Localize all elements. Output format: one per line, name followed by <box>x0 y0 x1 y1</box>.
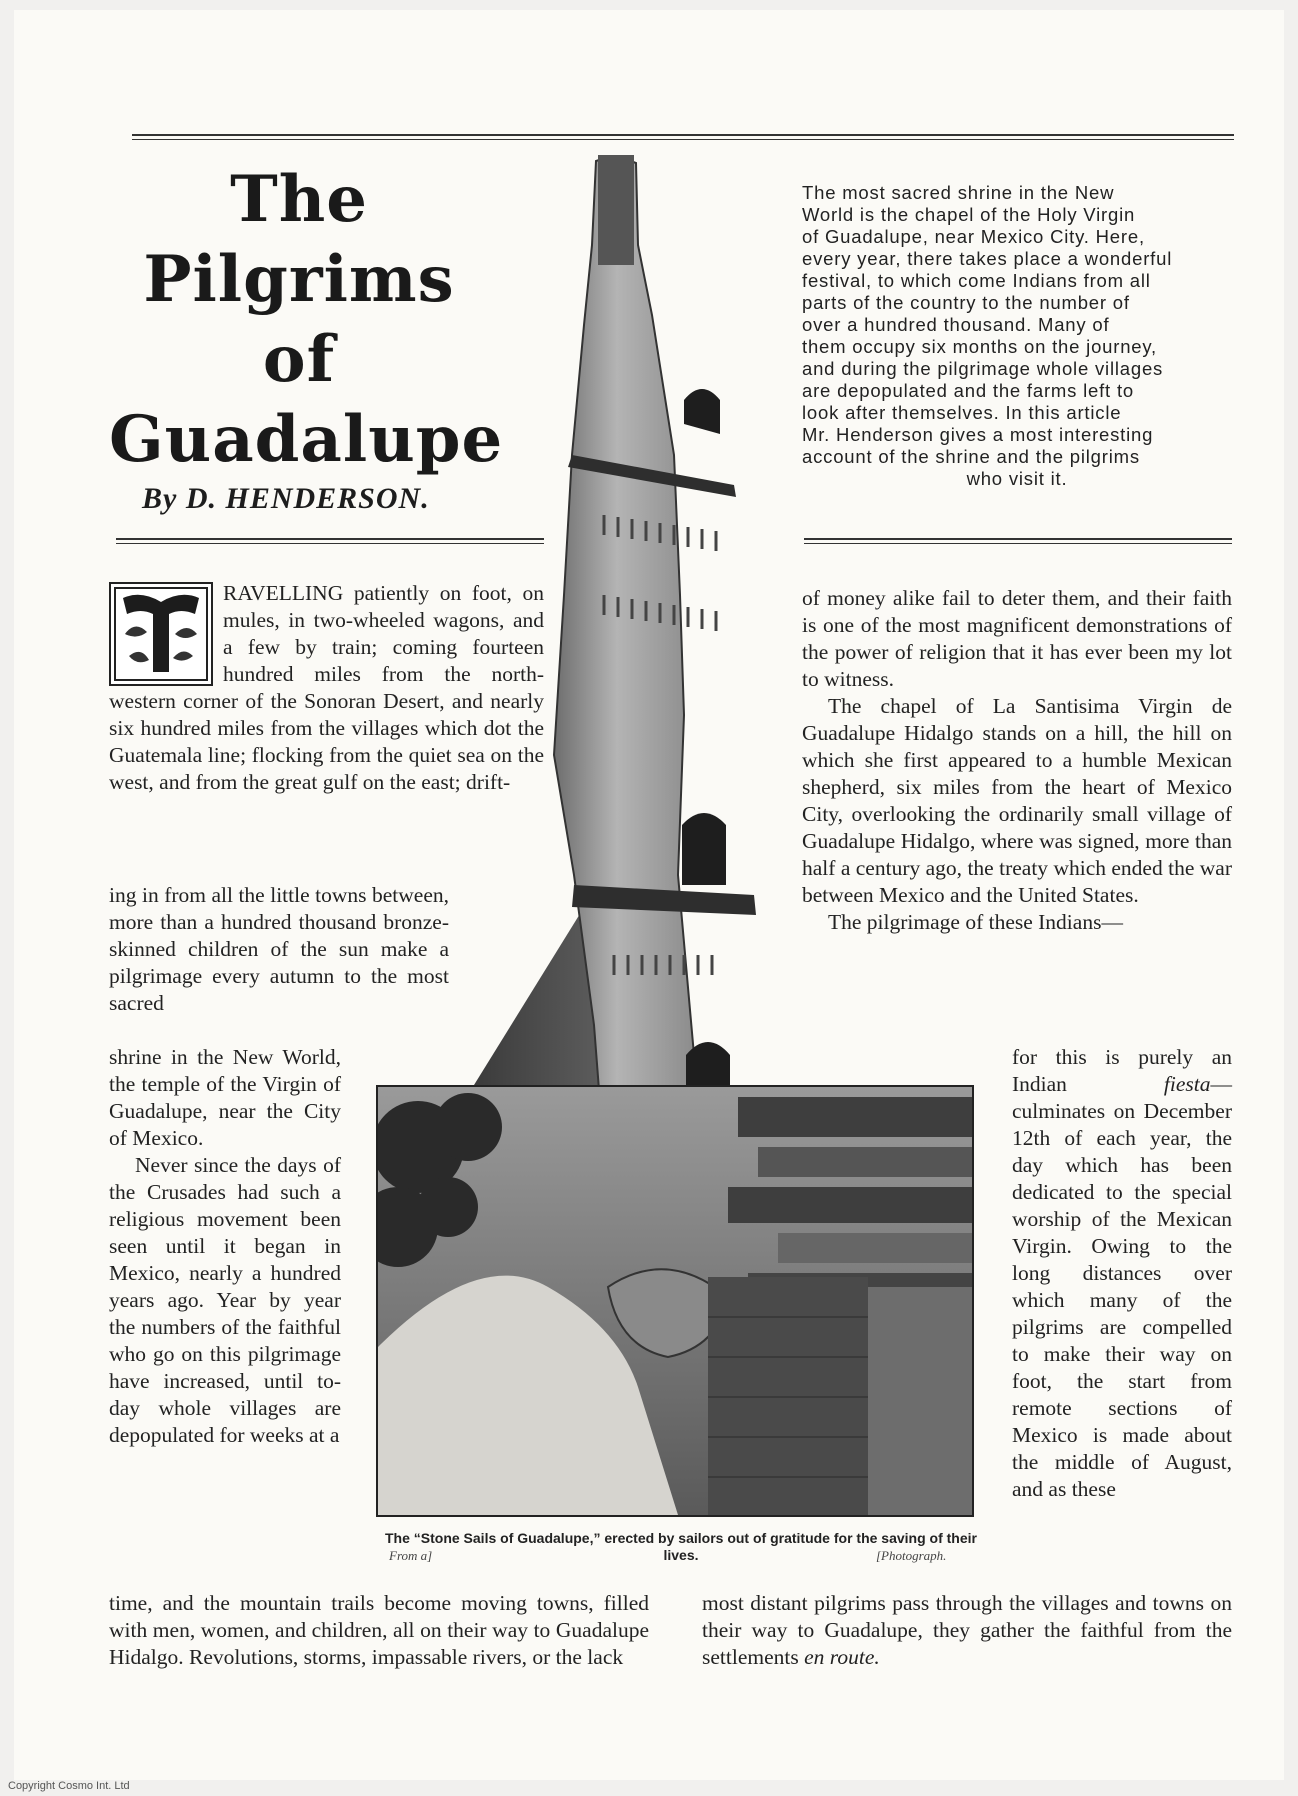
intro-line: and during the pilgrimage whole villages <box>802 358 1164 379</box>
intro-line: The most sacred shrine in the New <box>802 182 1115 203</box>
magazine-page <box>14 10 1284 1780</box>
photo-caption: The “Stone Sails of Guadalupe,” erected by sailors out of gratitude for the saving of their lives. <box>385 1530 977 1563</box>
article-title <box>109 160 504 480</box>
intro-line: account of the shrine and the pilgrims <box>802 446 1140 467</box>
title-line-3: of <box>262 322 336 397</box>
distant-pilgrims-text: most distant pilgrims pass through the villages and towns on their way to Guadalupe, they gather the faithful from the settlements <box>702 1591 1232 1669</box>
top-rule <box>132 134 1234 140</box>
paragraph-crusades: Never since the days of the Crusades had such a religious movement been seen until it began in Mexico, nearly a hundred years ago. Year by year the numbers of the faithful who go on this pilgrimage have increased, until to-day whole villages are depopulated for weeks at a <box>109 1153 341 1447</box>
paragraph-fiesta <box>1012 1044 1232 1503</box>
body-column-left-top <box>109 580 544 796</box>
title-line-2: Pilgrims <box>143 242 455 317</box>
fiesta-pre: for this is purely an Indian <box>1012 1045 1232 1096</box>
en-route-text: en route. <box>804 1645 880 1669</box>
tower-window-1 <box>684 389 720 434</box>
intro-line: Mr. Henderson gives a most interesting <box>802 424 1154 445</box>
body-column-right-narrow <box>1012 1044 1232 1503</box>
intro-line: who visit it. <box>966 468 1068 489</box>
intro-line: them occupy six months on the journey, <box>802 336 1157 357</box>
paragraph-opening-continued: ing in from all the little towns between, more than a hundred thousand bronze-skinned children of the sun make a pilgrimage every autumn to the most sacred <box>109 883 449 1015</box>
intro-line: festival, to which come Indians from all <box>802 270 1151 291</box>
intro-line: parts of the country to the number of <box>802 292 1130 313</box>
copyright-notice: Copyright Cosmo Int. Ltd <box>8 1780 130 1792</box>
intro-line: look after themselves. In this article <box>802 402 1122 423</box>
body-column-left-narrow-a <box>109 882 449 1017</box>
paragraph-opening-end: shrine in the New World, the temple of the Virgin of Guadalupe, near the City of Mexico. <box>109 1045 341 1150</box>
tower-cap <box>598 155 634 265</box>
fiesta-post: —culminates on December 12th of each year, the day which has been dedicated to the special worship of the Mexican Virgin. Owing to the long distances over which many of the pilgrims are compelled to make their way on foot, the start from remote sections of Mexico is made about the middle of August, and as these <box>1012 1072 1232 1501</box>
byline: By D. HENDERSON. <box>142 482 430 515</box>
paragraph-faith: of money alike fail to deter them, and their faith is one of the most magnificent demonstrations of the power of religion that it has ever been my lot to witness. <box>802 586 1232 691</box>
photograph-image <box>378 1087 972 1515</box>
paragraph-pilgrimage-start: The pilgrimage of these Indians— <box>828 910 1123 934</box>
photo-credit-right: [Photograph. <box>876 1548 947 1563</box>
intro-line: of Guadalupe, near Mexico City. Here, <box>802 226 1145 247</box>
body-column-right-top <box>802 585 1232 936</box>
brick-pillar <box>708 1277 868 1515</box>
photo-credit-left: From a] <box>389 1548 433 1563</box>
paragraph-chapel: The chapel of La Santisima Virgin de Guadalupe Hidalgo stands on a hill, the hill on which she first appeared to a humble Mexican shepherd, six miles from the heart of Mexico City, overlooking the ordinarily small village of Guadalupe Hidalgo, where was signed, more than half a century ago, the treaty which ended the war between Mexico and the United States. <box>802 694 1232 907</box>
right-title-rule <box>804 538 1232 544</box>
stone-sails-photograph <box>376 1085 974 1517</box>
fiesta-word: fiesta <box>1163 1072 1211 1096</box>
body-column-bottom-right <box>702 1590 1232 1671</box>
dropcap-t-ornament <box>109 582 213 686</box>
paragraph-mountain-trails: time, and the mountain trails become moving towns, filled with men, women, and children, all on their way to Guadalupe Hidalgo. Revolutions, storms, impassable rivers, or the lack <box>109 1591 649 1669</box>
paragraph-opening: RAVELLING patiently on foot, on mules, in two-wheeled wagons, and a few by train; coming fourteen hundred miles from the north-western corner of the Sonoran Desert, and nearly six hundred miles from the villages which dot the Guatemala line; flocking from the quiet sea on the west, and from the great gulf on the east; drift- <box>109 581 544 794</box>
paragraph-distant-pilgrims <box>702 1590 1232 1671</box>
intro-line: are depopulated and the farms left to <box>802 380 1134 401</box>
title-line-1: The <box>230 162 368 237</box>
body-column-left-narrow-b <box>109 1044 341 1449</box>
dropcap-t-icon <box>111 584 211 684</box>
intro-line: over a hundred thousand. Many of <box>802 314 1110 335</box>
tower-window-2 <box>682 813 726 885</box>
intro-summary <box>802 182 1232 490</box>
intro-line: every year, there takes place a wonderful <box>802 248 1173 269</box>
title-line-4: Guadalupe <box>109 402 504 477</box>
intro-line: World is the chapel of the Holy Virgin <box>802 204 1136 225</box>
body-column-bottom-left <box>109 1590 649 1671</box>
